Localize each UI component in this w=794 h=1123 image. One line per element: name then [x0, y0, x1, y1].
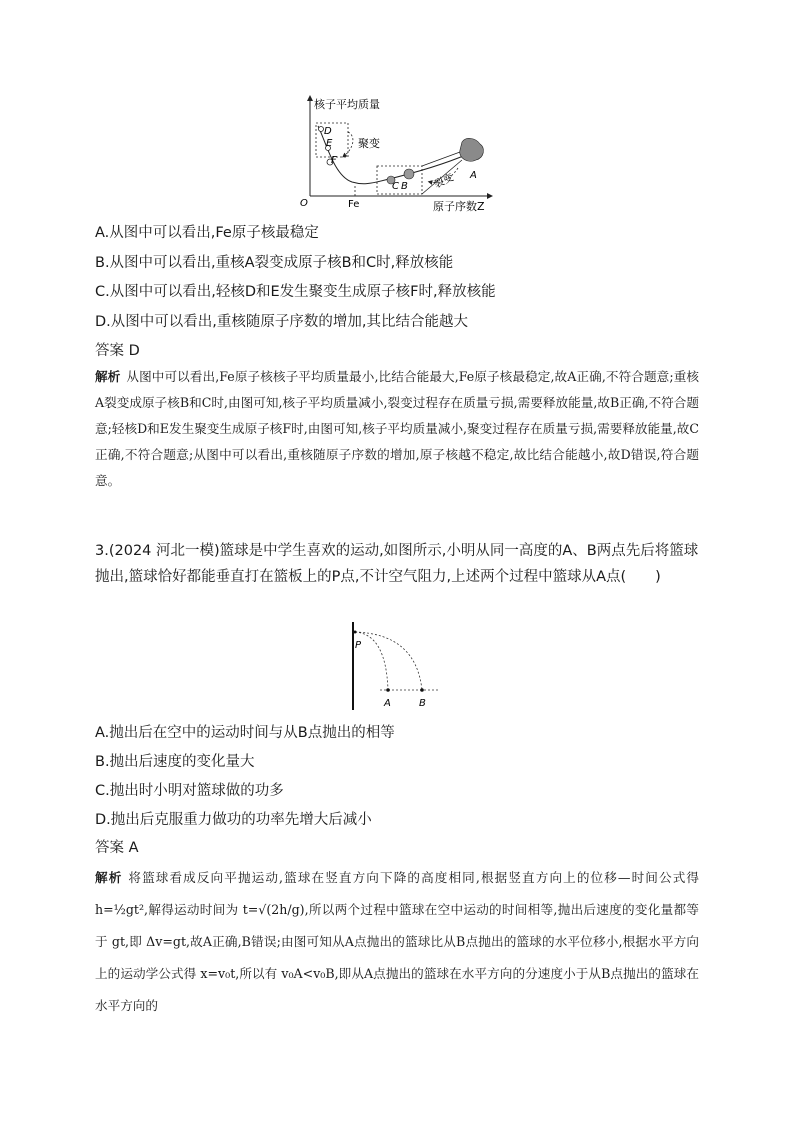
q3-option-d: D.抛出后克服重力做功的功率先增大后减小 — [95, 812, 372, 828]
label-b: B — [401, 181, 408, 192]
q2-option-a: A.从图中可以看出,Fe原子核最稳定 — [95, 225, 319, 241]
x-axis-label: 原子序数Z — [433, 200, 485, 213]
nuclear-mass-figure — [290, 92, 510, 214]
q2-answer: 答案 D — [95, 343, 140, 359]
q3-stem: 3.(2024 河北一模)篮球是中学生喜欢的运动,如图所示,小明从同一高度的A、B两点先后将篮球抛出,篮球恰好都能垂直打在篮板上的P点,不计空气阻力,上述两个过程中篮球从A点( ) — [95, 543, 699, 585]
q2-option-b: B.从图中可以看出,重核A裂变成原子核B和C时,释放核能 — [95, 255, 454, 271]
fusion-label: 聚变 — [358, 137, 380, 150]
point-a-label: A — [384, 698, 391, 709]
label-c: C — [392, 181, 399, 192]
label-d: D — [324, 126, 332, 137]
q3-option-b: B.抛出后速度的变化量大 — [95, 754, 255, 770]
label-e: E — [326, 138, 333, 149]
q2-option-d: D.从图中可以看出,重核随原子序数的增加,其比结合能越大 — [95, 314, 468, 330]
q3-analysis-text: 将篮球看成反向平抛运动,篮球在竖直方向下降的高度相同,根据竖直方向上的位移—时间公式得 h=½gt²,解得运动时间为 t=√(2h/g),所以两个过程中篮球在空中运动的时间相等,抛出后速度的变化量都等于 gt,即 Δv=gt,故A正确,B错误;由图可知从A点抛出的篮球比从B点抛出的篮球的水平位移小,根据水平方向上的运动学公式得 x=v₀t,所以有 v₀A<v₀B,即从A点抛出的篮球在水平方向的分速度小于从B点抛出的篮球在水平方向的 — [95, 870, 699, 1013]
y-axis-label: 核子平均质量 — [314, 98, 380, 111]
q2-analysis-text: 从图中可以看出,Fe原子核核子平均质量最小,比结合能最大,Fe原子核最稳定,故A正确,不符合题意;重核A裂变成原子核B和C时,由图可知,核子平均质量减小,裂变过程存在质量亏损,需要释放能量,故B正确,不符合题意;轻核D和E发生聚变生成原子核F时,由图可知,核子平均质量减小,聚变过程存在质量亏损,需要释放能量,故C正确,不符合题意;从图中可以看出,重核随原子序数的增加,原子核越不稳定,故比结合能越小,故D错误,符合题意。 — [95, 369, 700, 488]
q3-option-c: C.抛出时小明对篮球做的功多 — [95, 783, 284, 799]
q2-analysis-tag: 解析 — [95, 369, 121, 384]
q3-analysis — [95, 862, 699, 1022]
label-a: A — [470, 170, 477, 181]
basketball-figure — [346, 620, 446, 712]
point-b-label: B — [419, 698, 426, 709]
origin-label: O — [300, 198, 308, 209]
point-p-label: P — [355, 640, 362, 651]
q2-option-c: C.从图中可以看出,轻核D和E发生聚变生成原子核F时,释放核能 — [95, 284, 496, 300]
q3-option-a: A.抛出后在空中的运动时间与从B点抛出的相等 — [95, 725, 395, 741]
fission-label: 裂变 — [432, 172, 456, 191]
fe-label: Fe — [348, 199, 360, 210]
label-f: F — [331, 155, 337, 166]
q2-analysis — [95, 364, 699, 494]
q3-analysis-tag: 解析 — [95, 870, 123, 885]
q3-answer: 答案 A — [95, 840, 139, 856]
